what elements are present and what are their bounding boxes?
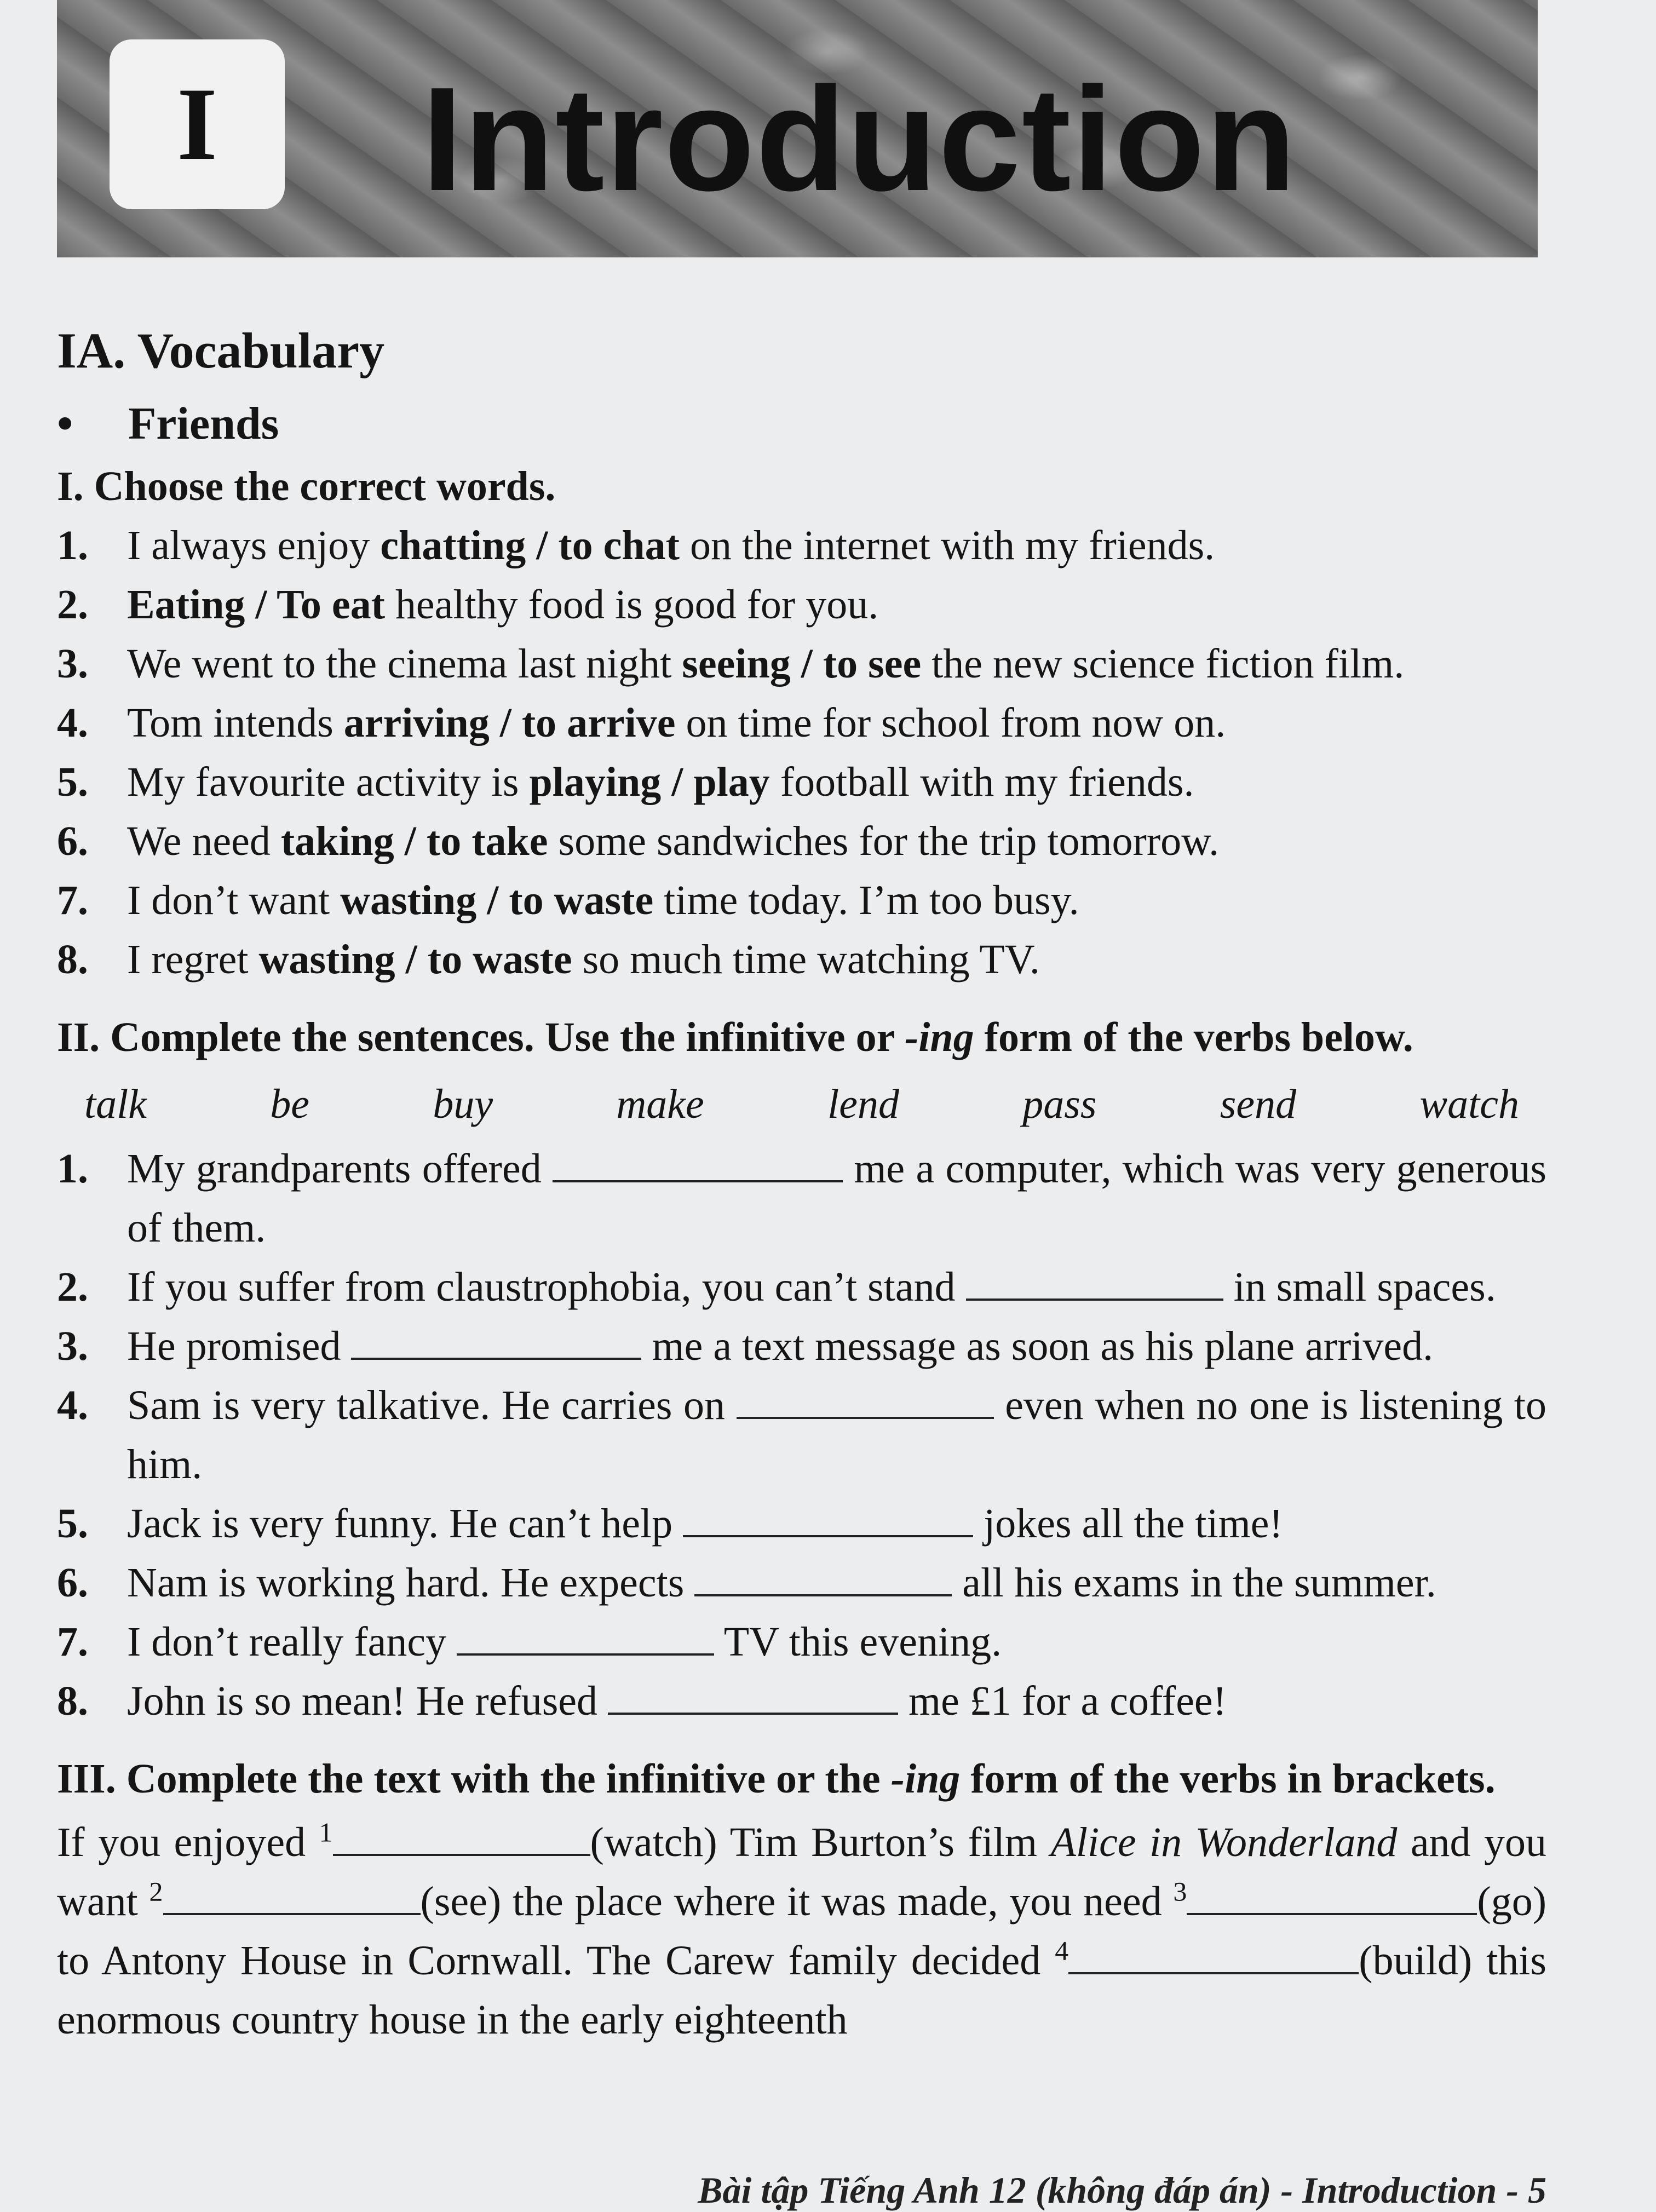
word-bank-item: make [616,1081,704,1127]
item-number: 1. [57,522,88,568]
exercise-1-item [57,930,1546,989]
word-choice[interactable]: arriving / to arrive [343,700,676,746]
answer-blank-3[interactable] [1187,1879,1477,1915]
exercise-1-item [57,871,1546,930]
answer-blank[interactable] [737,1383,994,1419]
answer-blank[interactable] [694,1560,952,1596]
word-choice[interactable]: playing / play [529,759,770,805]
exercise-1-item [57,634,1546,693]
item-number: 3. [57,641,88,687]
answer-blank[interactable] [608,1679,898,1715]
chapter-title: Introduction [422,57,1297,222]
exercise-2-item [57,1376,1546,1494]
exercise-1-item [57,693,1546,752]
exercise-2-item [57,1257,1546,1317]
answer-blank[interactable] [351,1324,641,1360]
topic-label: Friends [128,398,279,449]
item-text: My favourite activity is playing / play football with my friends. [127,759,1194,805]
exercise-1-item [57,575,1546,634]
answer-blank[interactable] [553,1146,843,1182]
item-text: Tom intends arriving / to arrive on time for school from now on. [127,700,1226,746]
item-number: 4. [57,1382,88,1428]
word-bank-item: send [1220,1081,1297,1127]
item-text: Eating / To eat healthy food is good for you. [127,582,879,628]
section-title: IA. Vocabulary [57,323,385,378]
exercise-2-item [57,1553,1546,1612]
exercise-2-item [57,1494,1546,1553]
item-number: 2. [57,582,88,628]
exercise-2-title: II. Complete the sentences. Use the infinitive or -ing form of the verbs below. [57,1014,1413,1060]
exercise-1-item [57,752,1546,812]
word-bank-item: watch [1419,1081,1519,1127]
item-number: 4. [57,700,88,746]
item-text: I don’t want wasting / to waste time today. I’m too busy. [127,877,1079,923]
page-footer: Bài tập Tiếng Anh 12 (không đáp án) - Introduction - 5 [698,2169,1546,2211]
page-content [57,318,1546,2049]
exercise-3-title: III. Complete the text with the infinitive or the -ing form of the verbs in brackets. [57,1756,1496,1802]
exercise-1-item [57,812,1546,871]
chapter-number: I [110,39,285,209]
item-number: 8. [57,1678,88,1724]
word-choice[interactable]: chatting / to chat [380,522,680,568]
word-choice[interactable]: wasting / to waste [340,877,654,923]
word-choice[interactable]: taking / to take [280,818,548,864]
exercise-2-item [57,1139,1546,1257]
item-text: I always enjoy chatting / to chat on the internet with my friends. [127,522,1215,568]
item-text: Jack is very funny. He can’t help jokes all the time! [127,1501,1283,1547]
exercise-3-text: If you enjoyed $^1$ (watch) Tim Burton’s film Alice in Wonderland and you want $^2$ (see) the place where it was made, you need $^3$ (go) to Antony House in Cornwall. The Carew family decided $^4$ (build) this enormous country house in the early eighteenth [57,1817,1547,2043]
exercise-1-item [57,516,1546,575]
topic-bullet [57,394,1546,453]
item-text: We need taking / to take some sandwiches for the trip tomorrow. [127,818,1220,864]
word-choice[interactable]: seeing / to see [682,641,922,687]
item-number: 6. [57,818,88,864]
item-number: 5. [57,759,88,805]
item-number: 7. [57,1619,88,1665]
item-number: 7. [57,877,88,923]
item-text: We went to the cinema last night seeing / to see the new science fiction film. [127,641,1405,687]
answer-blank[interactable] [457,1619,714,1656]
answer-blank[interactable] [966,1265,1223,1301]
item-text: I regret wasting / to waste so much time watching TV. [127,936,1040,983]
item-text: I don’t really fancy TV this evening. [127,1619,1002,1665]
word-bank-item: buy [433,1081,493,1127]
word-bank-item: lend [827,1081,899,1127]
exercise-2-item [57,1671,1546,1731]
item-text: He promised me a text message as soon as his plane arrived. [127,1323,1434,1369]
word-bank-item: be [270,1081,310,1127]
word-choice[interactable]: wasting / to waste [258,936,572,983]
exercise-2-item [57,1317,1546,1376]
item-number: 5. [57,1501,88,1547]
exercise-2-item [57,1612,1546,1671]
item-text: John is so mean! He refused me £1 for a coffee! [127,1678,1227,1724]
item-text: My grandparents offered me a computer, which was very generous of them. [127,1146,1546,1251]
answer-blank[interactable] [683,1501,973,1537]
word-bank [57,1075,1546,1134]
answer-blank-4[interactable] [1068,1938,1359,1974]
word-choice[interactable]: Eating / To eat [127,582,385,628]
exercise-1-list [57,516,1546,989]
word-bank-item: pass [1022,1081,1097,1127]
item-number: 8. [57,936,88,983]
answer-blank-1[interactable] [333,1820,590,1856]
item-number: 6. [57,1560,88,1606]
item-text: Sam is very talkative. He carries on even when no one is listening to him. [127,1382,1547,1487]
answer-blank-2[interactable] [163,1879,421,1915]
word-bank-item: talk [84,1081,147,1127]
item-number: 3. [57,1323,88,1369]
item-number: 1. [57,1146,88,1192]
exercise-1-title: I. Choose the correct words. [57,463,556,509]
bullet-icon: • [57,398,73,449]
item-text: If you suffer from claustrophobia, you can’t stand in small spaces. [127,1264,1496,1310]
exercise-2-list [57,1139,1546,1731]
item-number: 2. [57,1264,88,1310]
item-text: Nam is working hard. He expects all his exams in the summer. [127,1560,1436,1606]
